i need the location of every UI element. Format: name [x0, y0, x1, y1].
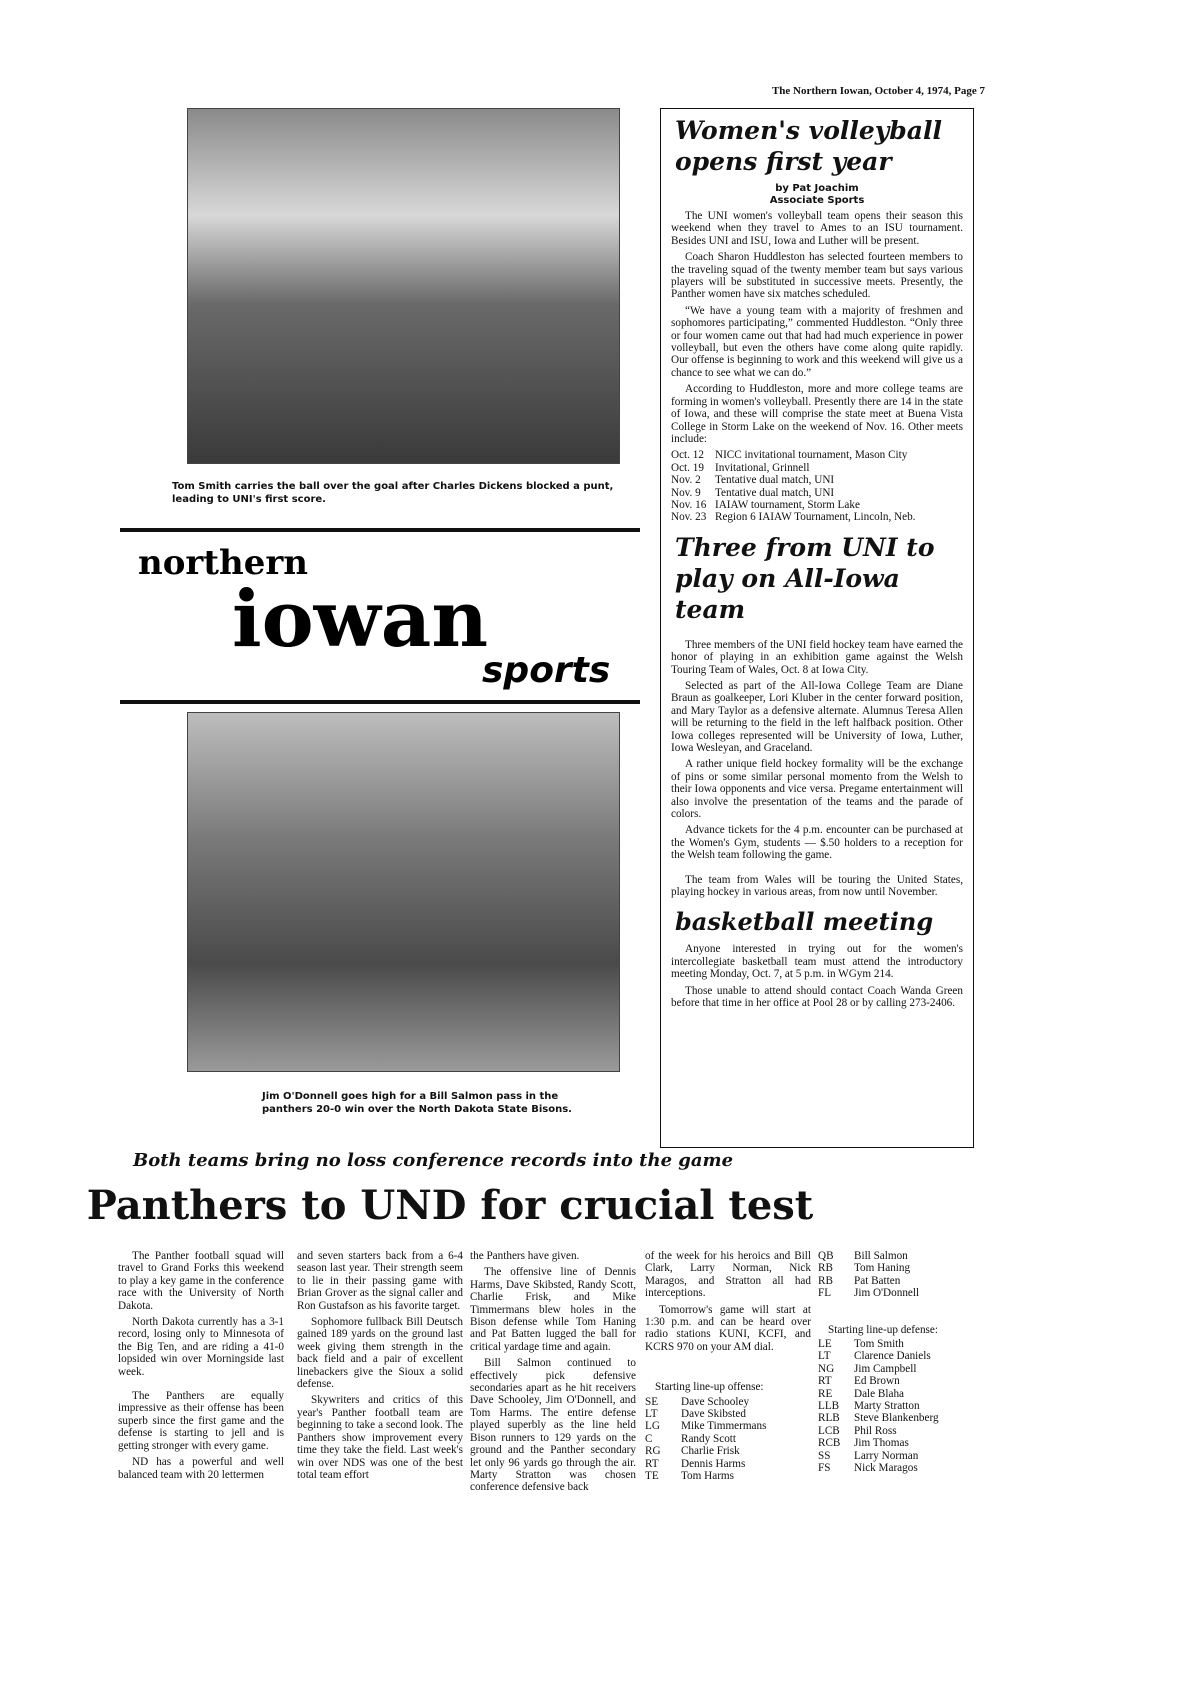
divider — [120, 528, 640, 532]
masthead-sports: sports — [482, 650, 611, 691]
lineup-row — [645, 1470, 811, 1482]
player: Tom Haning — [854, 1262, 911, 1275]
paragraph: ND has a powerful and well balanced team with 20 lettermen — [118, 1456, 284, 1481]
paragraph: The offensive line of Dennis Harms, Dave Skibsted, Randy Scott, Charlie Frisk, and Mike Timmermans blew holes in the Bison defense while Tom Haning and Pat Batten lugged the ball for critical yardage time and again. — [470, 1266, 636, 1353]
position: SS — [818, 1449, 831, 1462]
paragraph: The UNI women's volleyball team opens their season this weekend when they travel to Ames to an ISU tournament. Besides UNI and ISU, Iowa and Luther will be present. — [671, 210, 963, 247]
event: Tentative dual match, UNI — [715, 474, 835, 487]
paragraph: Skywriters and critics of this year's Panther football team are beginning to take a second look. The Panthers show improvement every time they take the field. Last week's win over NDS was one of the best total team effort — [297, 1394, 463, 1481]
lineup-row — [818, 1425, 978, 1437]
position: QB — [818, 1250, 834, 1262]
position: RG — [645, 1445, 661, 1458]
paragraph: and seven starters back from a 6-4 season last year. Their strength seem to lie in their passing game with Brian Grover as the signal caller and Ron Gustafson as his favorite target. — [297, 1250, 463, 1312]
player: Jim Thomas — [854, 1437, 909, 1450]
lineup-row — [818, 1287, 978, 1299]
schedule-item — [671, 462, 963, 474]
article-column — [470, 1250, 636, 1498]
player: Bill Salmon — [854, 1250, 908, 1262]
hockey-headline: Three from UNI to play on All-Iowa team — [675, 532, 935, 624]
player: Phil Ross — [854, 1424, 897, 1437]
player: Clarence Daniels — [854, 1350, 931, 1363]
byline-role: Associate Sports — [769, 195, 865, 206]
lineup-row — [818, 1400, 978, 1412]
lineup-row — [645, 1396, 811, 1408]
date: Nov. 9 — [671, 486, 701, 499]
player: Dale Blaha — [854, 1387, 905, 1400]
paragraph: the Panthers have given. — [470, 1250, 580, 1262]
position: C — [645, 1432, 653, 1445]
page-folio: The Northern Iowan, October 4, 1974, Page 7 — [771, 85, 985, 97]
position: RT — [818, 1375, 832, 1388]
article-column — [645, 1250, 811, 1483]
event: Tentative dual match, UNI — [715, 486, 835, 499]
schedule-list — [671, 449, 963, 523]
schedule-item — [671, 449, 963, 461]
lineup-row — [645, 1408, 811, 1420]
position: RB — [818, 1262, 833, 1275]
womens-sports-box — [660, 108, 974, 1148]
player: Nick Maragos — [854, 1462, 918, 1475]
lineup-title: Starting line-up defense: — [828, 1323, 938, 1336]
paragraph: The team from Wales will be touring the United States, playing hockey in various areas, from now until November. — [671, 873, 963, 899]
paragraph: According to Huddleston, more and more college teams are forming in women's volleyball. Presently there are 14 in the state of Iowa, and these will comprise the state meet at Buena Vista College in Storm Lake on the weekend of Nov. 16. Other meets include: — [671, 383, 963, 445]
player: Larry Norman — [854, 1449, 919, 1462]
masthead-iowan: iowan — [232, 574, 489, 665]
lineup-row — [818, 1350, 978, 1362]
lineup-row — [818, 1437, 978, 1449]
event: NICC invitational tournament, Mason City — [715, 449, 908, 462]
lineup-title: Starting line-up offense: — [655, 1381, 764, 1394]
schedule-item — [671, 511, 963, 523]
paragraph: Bill Salmon continued to effectively pick defensive secondaries apart as he hit receivers Dave Schooley, Jim O'Donnell, and Tom Harms. The entire defense played superbly as the line held Bison runners to 129 yards on the ground and the Panther secondary let only 96 yards go through the air. Marty Stratton was chosen conference defensive back — [470, 1357, 636, 1494]
position: SE — [645, 1395, 659, 1408]
schedule-item — [671, 499, 963, 511]
paragraph: Sophomore fullback Bill Deutsch gained 189 yards on the ground last week giving them strength in the back field and a pair of excellent linebackers give the Sioux a solid defense. — [297, 1316, 463, 1391]
football-kicker: Both teams bring no loss conference records into the game — [133, 1150, 734, 1171]
player: Tom Harms — [681, 1470, 734, 1483]
paragraph: A rather unique field hockey formality will be the exchange of pins or some similar personal momento from the Welsh to their Iowa opponents and vice versa. Pregame entertainment will also involve the presentation of the teams and the parade of colors. — [671, 758, 963, 821]
position: FL — [818, 1287, 832, 1300]
position: RT — [645, 1457, 659, 1470]
paragraph: Tomorrow's game will start at 1:30 p.m. and can be heard over radio stations KUNI, KCFI, and KCRS 970 on your AM dial. — [645, 1303, 811, 1353]
divider — [120, 700, 640, 704]
paragraph: North Dakota currently has a 3-1 record, losing only to Minnesota of the Big Ten, and are riding a 41-0 lopsided win over Morningside last week. — [118, 1316, 284, 1378]
position: RB — [818, 1274, 833, 1287]
date: Nov. 2 — [671, 474, 701, 487]
paragraph: The Panthers are equally impressive as their offense has been superb since the first game and the defense is starting to jell and is getting stronger with every game. — [118, 1390, 284, 1452]
player: Ed Brown — [854, 1375, 900, 1388]
player: Pat Batten — [854, 1274, 901, 1287]
lineup-row — [818, 1462, 978, 1474]
basketball-headline: basketball meeting — [675, 907, 934, 937]
position: RLB — [818, 1412, 840, 1425]
lineup-row — [818, 1338, 978, 1350]
position: TE — [645, 1470, 659, 1483]
lineup-row — [645, 1445, 811, 1457]
paragraph: of the week for his heroics and Bill Clark, Larry Norman, Nick Maragos, and Stratton all had interceptions. — [645, 1250, 811, 1300]
date: Nov. 23 — [671, 511, 707, 524]
player: Dave Skibsted — [681, 1408, 746, 1421]
player: Charlie Frisk — [681, 1445, 740, 1458]
volleyball-headline: Women's volleyball opens first year — [675, 116, 942, 176]
football-photo-catch — [187, 712, 620, 1072]
paragraph: Advance tickets for the 4 p.m. encounter can be purchased at the Women's Gym, students — $.50 holders to a reception for the Welsh team following the game. — [671, 824, 963, 862]
player: Jim Campbell — [854, 1362, 917, 1375]
lineup-row — [818, 1363, 978, 1375]
lineup-row — [818, 1388, 978, 1400]
lineup-row — [818, 1250, 978, 1262]
date: Oct. 19 — [671, 461, 704, 474]
position: LCB — [818, 1424, 840, 1437]
article-column — [118, 1250, 284, 1485]
player: Randy Scott — [681, 1432, 737, 1445]
lineup-row — [645, 1433, 811, 1445]
date: Oct. 12 — [671, 449, 704, 462]
position: LLB — [818, 1400, 840, 1413]
position: NG — [818, 1362, 835, 1375]
lineup-row — [818, 1275, 978, 1287]
lineup-row — [818, 1262, 978, 1274]
lineup-row — [645, 1420, 811, 1432]
position: FS — [818, 1462, 831, 1475]
position: LT — [818, 1350, 831, 1363]
position: LT — [645, 1408, 658, 1421]
lineup-row — [818, 1450, 978, 1462]
byline — [671, 183, 963, 207]
event: IAIAW tournament, Storm Lake — [715, 498, 860, 511]
masthead-northern: northern — [138, 543, 308, 583]
lineup-column — [818, 1250, 978, 1475]
paragraph: “We have a young team with a majority of freshmen and sophomores participating,” commented Huddleston. “Only three or four women came out that had had much experience in power volleyball, but even the others have come along quite rapidly. Our offense is beginning to work and this weekend will give us a chance to see what we can do.” — [671, 304, 963, 379]
photo-caption: Jim O'Donnell goes high for a Bill Salmon pass in the panthers 20-0 win over the North Dakota State Bisons. — [262, 1091, 572, 1115]
byline-name: by Pat Joachim — [775, 183, 859, 194]
position: RE — [818, 1387, 833, 1400]
paragraph: Selected as part of the All-Iowa College Team are Diane Braun as goalkeeper, Lori Kluber in the center forward position, and Mary Taylor as a defensive alternate. Alumnus Teresa Allen will be returning to the field in the left halfback position. Other Iowa colleges represented will be University of Iowa, Luther, Iowa Wesleyan, and Graceland. — [671, 679, 963, 754]
football-photo-goal — [187, 108, 620, 464]
offense-lineup — [645, 1381, 811, 1482]
player: Dave Schooley — [681, 1395, 750, 1408]
football-headline: Panthers to UND for crucial test — [86, 1182, 814, 1229]
paragraph: Those unable to attend should contact Coach Wanda Green before that time in her office at Pool 28 or by calling 273-2406. — [671, 984, 963, 1010]
player: Tom Smith — [854, 1338, 904, 1351]
player: Marty Stratton — [854, 1400, 920, 1413]
position: RCB — [818, 1437, 841, 1450]
article-column — [297, 1250, 463, 1485]
player: Steve Blankenberg — [854, 1412, 939, 1425]
schedule-item — [671, 487, 963, 499]
player: Mike Timmermans — [681, 1420, 767, 1433]
date: Nov. 16 — [671, 498, 707, 511]
paragraph: Three members of the UNI field hockey team have earned the honor of playing in an exhibition game against the Welsh Touring Team of Wales, Oct. 8 at Iowa City. — [671, 638, 963, 676]
player: Jim O'Donnell — [854, 1287, 920, 1300]
position: LG — [645, 1420, 660, 1433]
player: Dennis Harms — [681, 1457, 746, 1470]
position: LE — [818, 1338, 832, 1351]
event: Region 6 IAIAW Tournament, Lincoln, Neb. — [715, 511, 916, 524]
paragraph: The Panther football squad will travel to Grand Forks this weekend to play a key game in the conference race with the University of North Dakota. — [118, 1250, 284, 1312]
photo-caption: Tom Smith carries the ball over the goal after Charles Dickens blocked a punt, leading to UNI's first score. — [172, 481, 614, 505]
lineup-row — [645, 1458, 811, 1470]
paragraph: Coach Sharon Huddleston has selected fourteen members to the traveling squad of the twenty member team but says various players will be substituted in successive meets. Presently, the Panther women have six matches scheduled. — [671, 251, 963, 301]
lineup-row — [818, 1375, 978, 1387]
paragraph: Anyone interested in trying out for the women's intercollegiate basketball team must attend the introductory meeting Monday, Oct. 7, at 5 p.m. in WGym 214. — [671, 943, 963, 981]
event: Invitational, Grinnell — [715, 461, 810, 474]
lineup-row — [818, 1412, 978, 1424]
schedule-item — [671, 474, 963, 486]
